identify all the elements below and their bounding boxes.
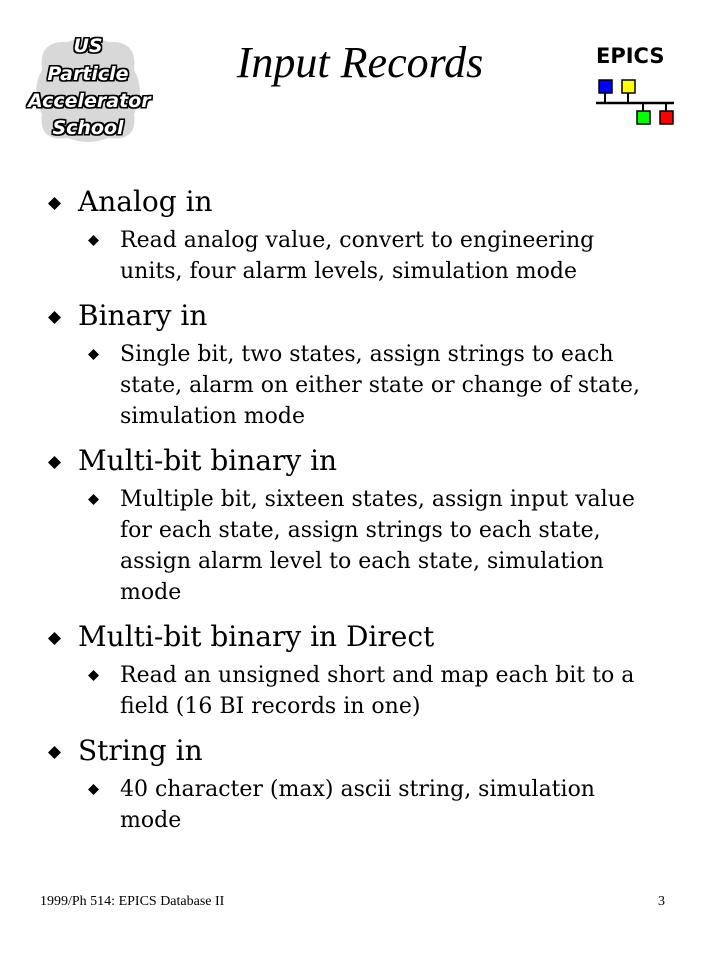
page-number: 3 [658, 894, 665, 909]
uspas-logo-line-school: School [52, 117, 124, 139]
diamond-bullet-icon [48, 632, 61, 645]
uspas-logo-line-particle: Particle [47, 63, 129, 85]
diamond-bullet-icon [88, 349, 99, 360]
diamond-bullet-icon [88, 235, 99, 246]
uspas-logo-icon [28, 30, 151, 150]
sub-list-line: state, alarm on either state or change of state, [120, 373, 640, 398]
diamond-bullet-icon [88, 784, 99, 795]
uspas-logo-line-accelerator: Accelerator [28, 90, 151, 112]
list-item [48, 441, 688, 481]
epics-logo-icon [590, 44, 690, 134]
list-item-label: Multi-bit binary in [78, 444, 338, 477]
sub-list-line: Single bit, two states, assign strings to each [120, 342, 614, 367]
sub-list-line: Read an unsigned short and map each bit to a [120, 663, 635, 688]
uspas-logo-line-us: US [73, 35, 103, 57]
list-item [48, 182, 688, 222]
diamond-bullet-icon [88, 670, 99, 681]
footer-text: 1999/Ph 514: EPICS Database II [40, 894, 225, 909]
page-title: Input Records [236, 38, 484, 87]
epics-network-icon [590, 74, 690, 134]
list-item [48, 296, 688, 336]
list-item-label: Multi-bit binary in Direct [78, 620, 435, 653]
sub-list-line: assign alarm level to each state, simulation [120, 549, 604, 574]
sub-list-item [88, 774, 688, 836]
sub-list-line: simulation mode [120, 404, 306, 429]
sub-list-line: mode [120, 580, 182, 605]
sub-list-item [88, 484, 688, 608]
list-item-label: Binary in [78, 299, 208, 332]
sub-list-line: Read analog value, convert to engineering [120, 228, 595, 253]
list-item-label: Analog in [78, 185, 213, 218]
sub-list-line: Multiple bit, sixteen states, assign input value [120, 487, 635, 512]
sub-list-line: field (16 BI records in one) [120, 694, 421, 719]
list-item-label: String in [78, 734, 203, 767]
diamond-bullet-icon [48, 746, 61, 759]
sub-list-line: for each state, assign strings to each state, [120, 518, 601, 543]
list-item [48, 617, 688, 657]
diamond-bullet-icon [48, 456, 61, 469]
sub-list-item [88, 660, 688, 722]
diamond-bullet-icon [88, 494, 99, 505]
list-item [48, 731, 688, 771]
sub-list-item [88, 339, 688, 432]
sub-list-line: units, four alarm levels, simulation mode [120, 259, 578, 284]
sub-list-line: 40 character (max) ascii string, simulation [120, 777, 595, 802]
diamond-bullet-icon [48, 197, 61, 210]
epics-logo-label: EPICS [596, 44, 665, 68]
bullet-list [48, 180, 688, 836]
sub-list-item [88, 225, 688, 287]
sub-list-line: mode [120, 808, 182, 833]
diamond-bullet-icon [48, 311, 61, 324]
